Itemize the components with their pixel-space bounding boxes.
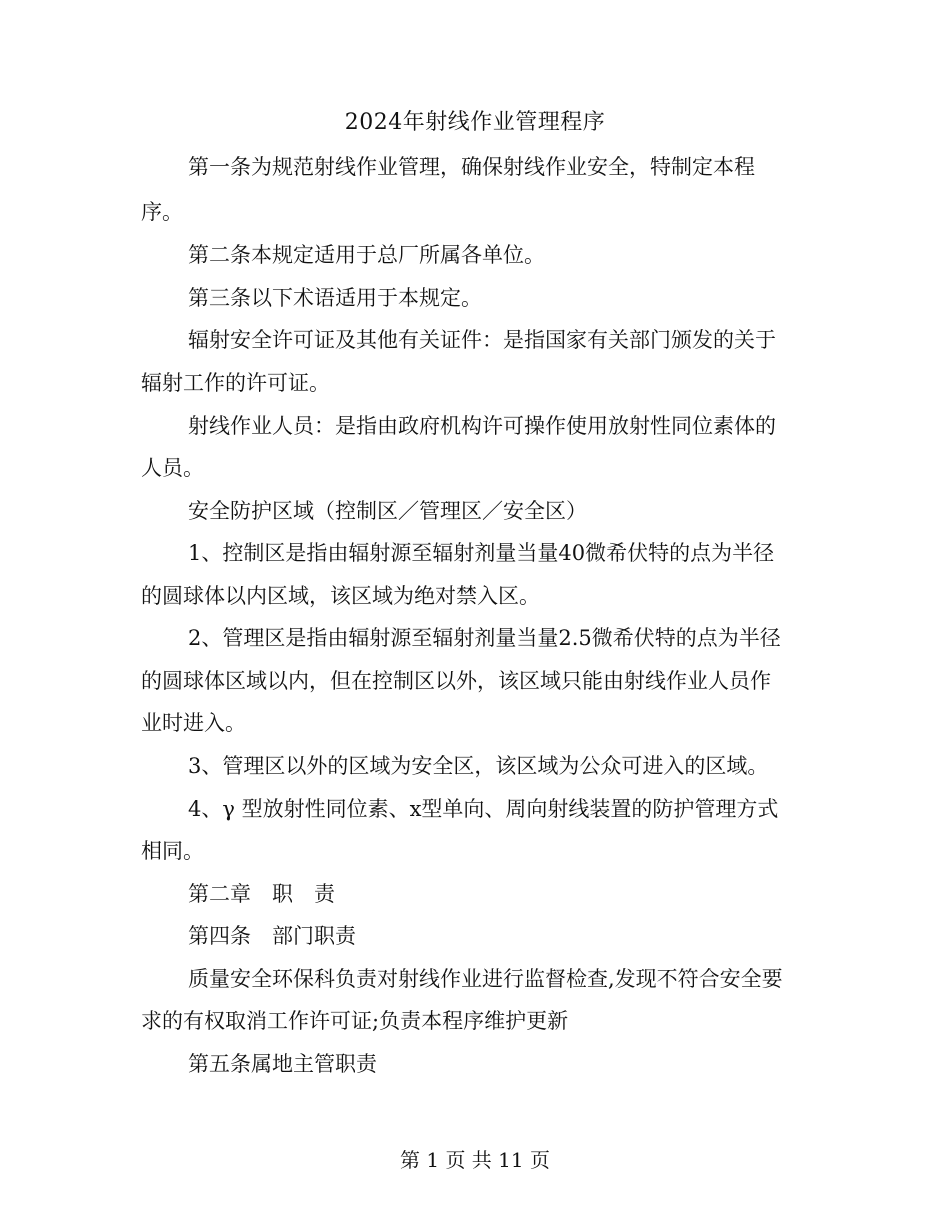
paragraph-article-2: 第二条本规定适用于总厂所属各单位。 xyxy=(188,243,545,267)
paragraph-zone-4: 4、γ 型放射性同位素、x型单向、周向射线装置的防护管理方式 xyxy=(188,797,779,821)
paragraph-article-1: 第一条为规范射线作业管理，确保射线作业安全，特制定本程 xyxy=(188,155,755,179)
paragraph-article-5: 第五条属地主管职责 xyxy=(188,1052,377,1076)
paragraph-zone-2-cont-2: 业时进入。 xyxy=(141,711,246,735)
paragraph-license-definition-cont: 辐射工作的许可证。 xyxy=(141,371,330,395)
paragraph-department-duties: 质量安全环保科负责对射线作业进行监督检查,发现不符合安全要 xyxy=(188,967,783,991)
paragraph-article-1-cont: 序。 xyxy=(141,200,183,224)
paragraph-personnel-definition: 射线作业人员：是指由政府机构许可操作使用放射性同位素体的 xyxy=(188,414,776,438)
paragraph-article-3: 第三条以下术语适用于本规定。 xyxy=(188,286,482,310)
paragraph-department-duties-cont: 求的有权取消工作许可证;负责本程序维护更新 xyxy=(141,1009,569,1033)
paragraph-zone-1: 1、控制区是指由辐射源至辐射剂量当量40微希伏特的点为半径 xyxy=(188,541,775,565)
page-number-footer: 第 1 页 共 11 页 xyxy=(400,1148,550,1172)
paragraph-zone-4-cont: 相同。 xyxy=(141,839,204,863)
paragraph-license-definition: 辐射安全许可证及其他有关证件：是指国家有关部门颁发的关于 xyxy=(188,328,776,352)
chapter-2-heading: 第二章 职 责 xyxy=(188,882,335,906)
paragraph-personnel-definition-cont: 人员。 xyxy=(141,456,204,480)
document-title: 2024年射线作业管理程序 xyxy=(344,110,606,135)
paragraph-zone-2: 2、管理区是指由辐射源至辐射剂量当量2.5微希伏特的点为半径 xyxy=(188,626,781,650)
paragraph-article-4: 第四条 部门职责 xyxy=(188,924,356,948)
paragraph-zone-2-cont: 的圆球体区域以内，但在控制区以外，该区域只能由射线作业人员作 xyxy=(141,669,771,693)
paragraph-zone-1-cont: 的圆球体以内区域，该区域为绝对禁入区。 xyxy=(141,584,540,608)
paragraph-protection-zones: 安全防护区域（控制区／管理区／安全区） xyxy=(188,499,587,523)
paragraph-zone-3: 3、管理区以外的区域为安全区，该区域为公众可进入的区域。 xyxy=(188,754,769,778)
